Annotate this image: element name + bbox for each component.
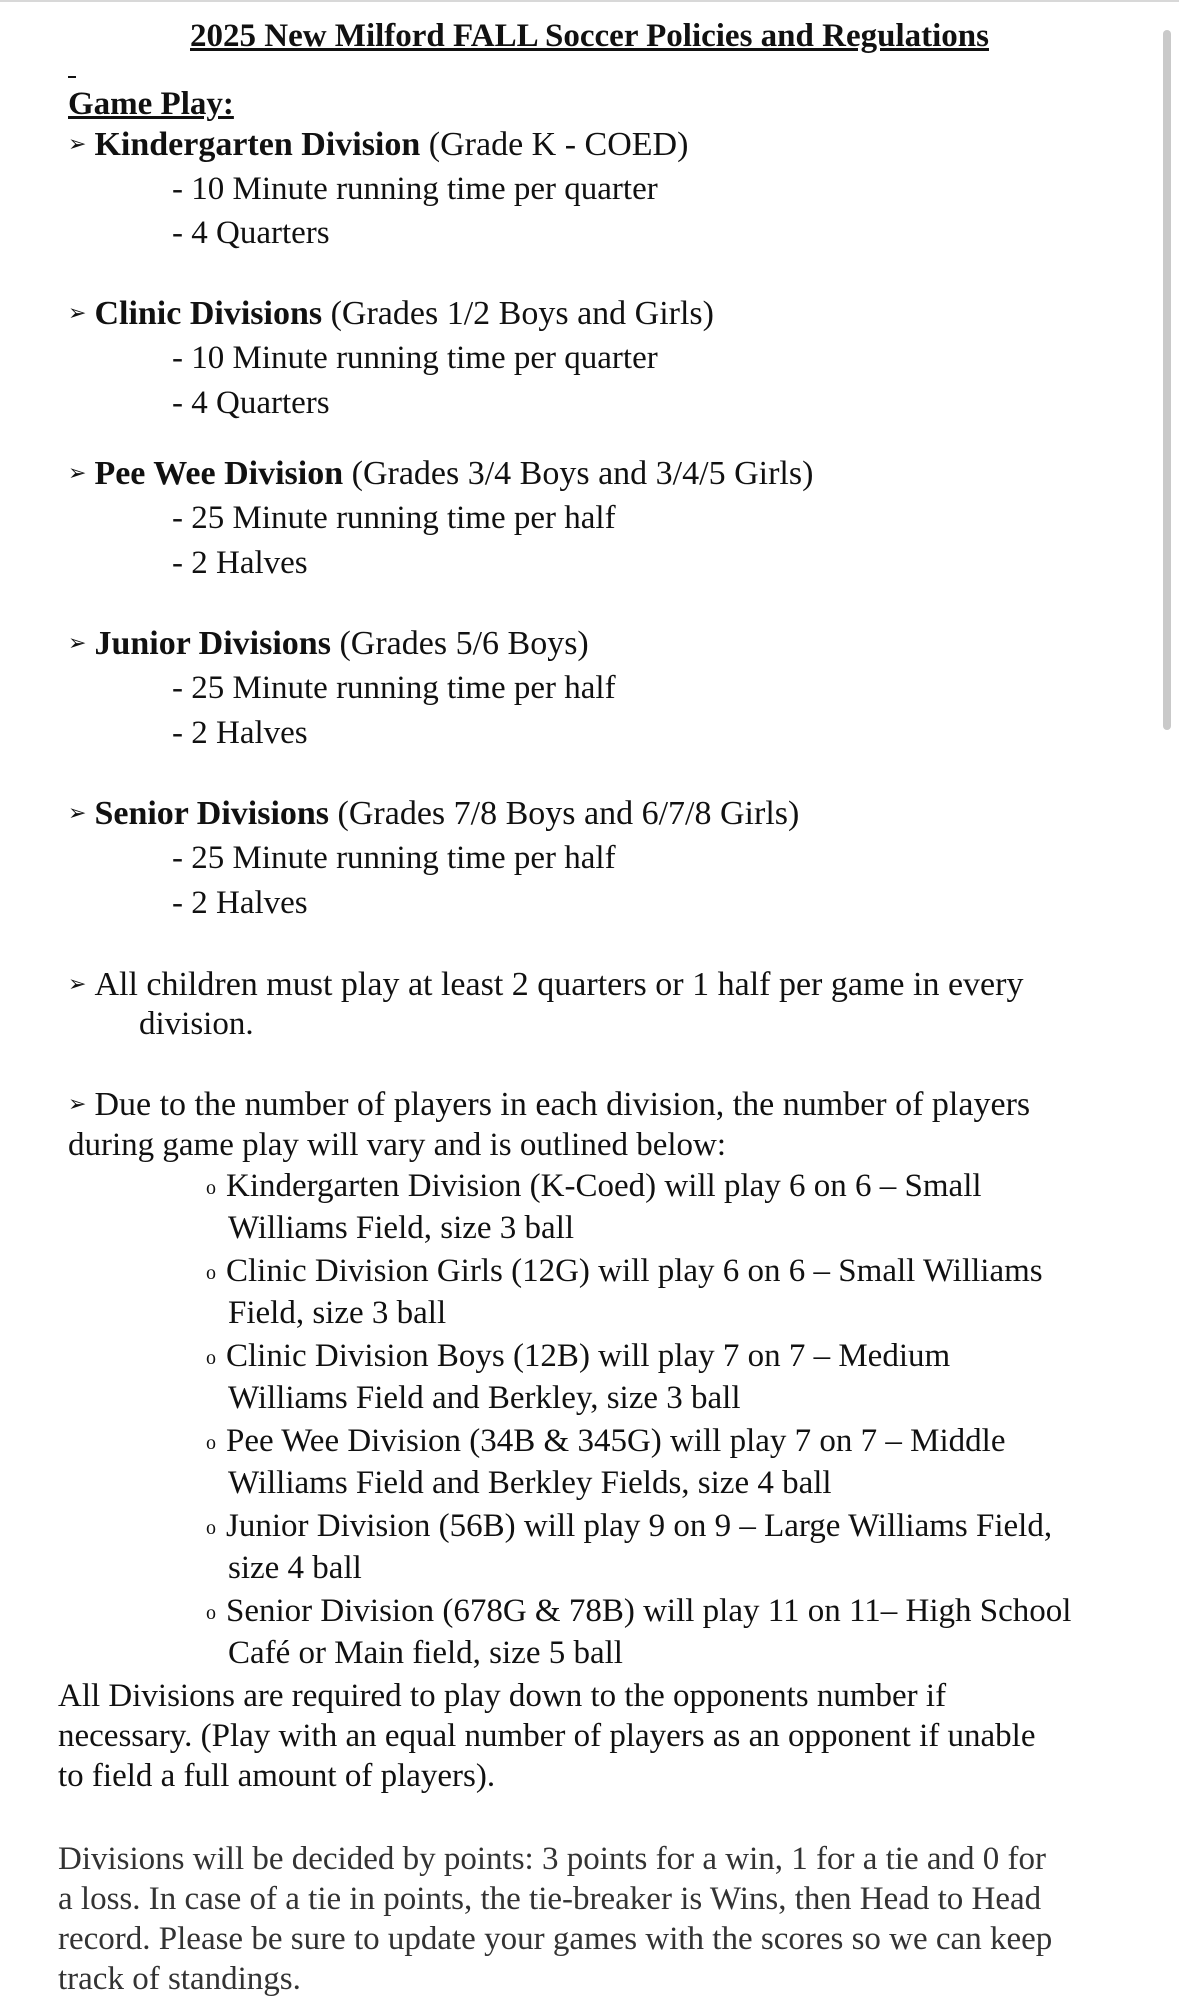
format-line: Williams Field and Berkley Fields, size 4 ball — [228, 1465, 832, 1501]
scrollbar-thumb[interactable] — [1163, 30, 1171, 730]
format-line: Clinic Division Girls (12G) will play 6 on 6 – Small Williams — [226, 1253, 1043, 1289]
arrow-bullet-icon: ➢ — [68, 630, 87, 655]
format-line: Café or Main field, size 5 ball — [228, 1635, 623, 1671]
division-grades: (Grades 1/2 Boys and Girls) — [330, 295, 714, 332]
format-line: Kindergarten Division (K-Coed) will play 6 on 6 – Small — [226, 1168, 982, 1204]
division-clinic — [68, 295, 714, 333]
division-kindergarten — [68, 126, 688, 164]
format-line: Clinic Division Boys (12B) will play 7 on 7 – Medium — [226, 1338, 951, 1374]
arrow-bullet-icon: ➢ — [68, 1091, 87, 1116]
division-name: Pee Wee Division — [94, 455, 344, 492]
paragraph-line: All Divisions are required to play down to the opponents number if — [58, 1678, 947, 1714]
format-clinic-girls — [206, 1251, 1043, 1333]
division-detail: - 2 Halves — [172, 885, 308, 921]
paragraph-line: necessary. (Play with an equal number of players as an opponent if unable — [58, 1718, 1036, 1754]
section-heading-game-play: Game Play: — [68, 86, 234, 122]
format-junior — [206, 1506, 1052, 1588]
arrow-bullet-icon: ➢ — [68, 971, 87, 996]
rule-all-children — [68, 966, 1023, 1004]
arrow-bullet-icon: ➢ — [68, 300, 87, 325]
division-detail: - 25 Minute running time per half — [172, 670, 616, 706]
paragraph-line: record. Please be sure to update your games with the scores so we can keep — [58, 1921, 1053, 1957]
division-name: Clinic Divisions — [94, 295, 323, 332]
division-pee-wee — [68, 455, 813, 493]
format-line: Williams Field, size 3 ball — [228, 1210, 575, 1246]
format-clinic-boys — [206, 1336, 950, 1418]
page-title: 2025 New Milford FALL Soccer Policies and Regulations — [190, 18, 989, 54]
division-detail: - 2 Halves — [172, 545, 308, 581]
division-detail: - 25 Minute running time per half — [172, 840, 616, 876]
rule-line-continued: division. — [139, 1006, 254, 1042]
paragraph-line: a loss. In case of a tie in points, the tie-breaker is Wins, then Head to Head — [58, 1881, 1042, 1917]
play-down-paragraph — [58, 1676, 1035, 1796]
division-grades: (Grades 7/8 Boys and 6/7/8 Girls) — [337, 795, 800, 832]
division-detail: - 25 Minute running time per half — [172, 500, 616, 536]
top-divider — [0, 0, 1179, 2]
format-line: Pee Wee Division (34B & 345G) will play 7 on 7 – Middle — [226, 1423, 1006, 1459]
circle-bullet-icon: o — [206, 1347, 216, 1369]
points-paragraph — [58, 1839, 1052, 1999]
division-grades: (Grades 3/4 Boys and 3/4/5 Girls) — [351, 455, 814, 492]
division-detail: - 10 Minute running time per quarter — [172, 340, 658, 376]
division-detail: - 4 Quarters — [172, 215, 330, 251]
division-grades: (Grades 5/6 Boys) — [339, 625, 589, 662]
paragraph-line: track of standings. — [58, 1961, 301, 1997]
division-senior — [68, 795, 799, 833]
arrow-bullet-icon: ➢ — [68, 800, 87, 825]
format-pee-wee — [206, 1421, 1006, 1503]
arrow-bullet-icon: ➢ — [68, 460, 87, 485]
division-detail: - 10 Minute running time per quarter — [172, 171, 658, 207]
players-intro — [68, 1086, 1030, 1124]
format-line: Field, size 3 ball — [228, 1295, 447, 1331]
paragraph-line: to field a full amount of players). — [58, 1758, 496, 1794]
division-name: Kindergarten Division — [94, 126, 421, 163]
division-detail: - 2 Halves — [172, 715, 308, 751]
circle-bullet-icon: o — [206, 1432, 216, 1454]
format-kindergarten — [206, 1166, 982, 1248]
division-junior — [68, 625, 589, 663]
division-grades: (Grade K - COED) — [428, 126, 689, 163]
format-line: Williams Field and Berkley, size 3 ball — [228, 1380, 741, 1416]
circle-bullet-icon: o — [206, 1517, 216, 1539]
circle-bullet-icon: o — [206, 1262, 216, 1284]
format-line: Senior Division (678G & 78B) will play 11 on 11– High School — [226, 1593, 1072, 1629]
division-detail: - 4 Quarters — [172, 385, 330, 421]
circle-bullet-icon: o — [206, 1177, 216, 1199]
circle-bullet-icon: o — [206, 1602, 216, 1624]
paragraph-line: Divisions will be decided by points: 3 points for a win, 1 for a tie and 0 for — [58, 1841, 1047, 1877]
arrow-bullet-icon: ➢ — [68, 131, 87, 156]
intro-line-continued: during game play will vary and is outlined below: — [68, 1127, 727, 1163]
format-line: size 4 ball — [228, 1550, 362, 1586]
rule-line: All children must play at least 2 quarters or 1 half per game in every — [94, 966, 1024, 1003]
stray-mark — [68, 76, 76, 78]
division-name: Senior Divisions — [94, 795, 330, 832]
intro-line: Due to the number of players in each division, the number of players — [94, 1086, 1031, 1123]
format-line: Junior Division (56B) will play 9 on 9 – Large Williams Field, — [226, 1508, 1053, 1544]
division-name: Junior Divisions — [94, 625, 331, 662]
format-senior — [206, 1591, 1071, 1673]
